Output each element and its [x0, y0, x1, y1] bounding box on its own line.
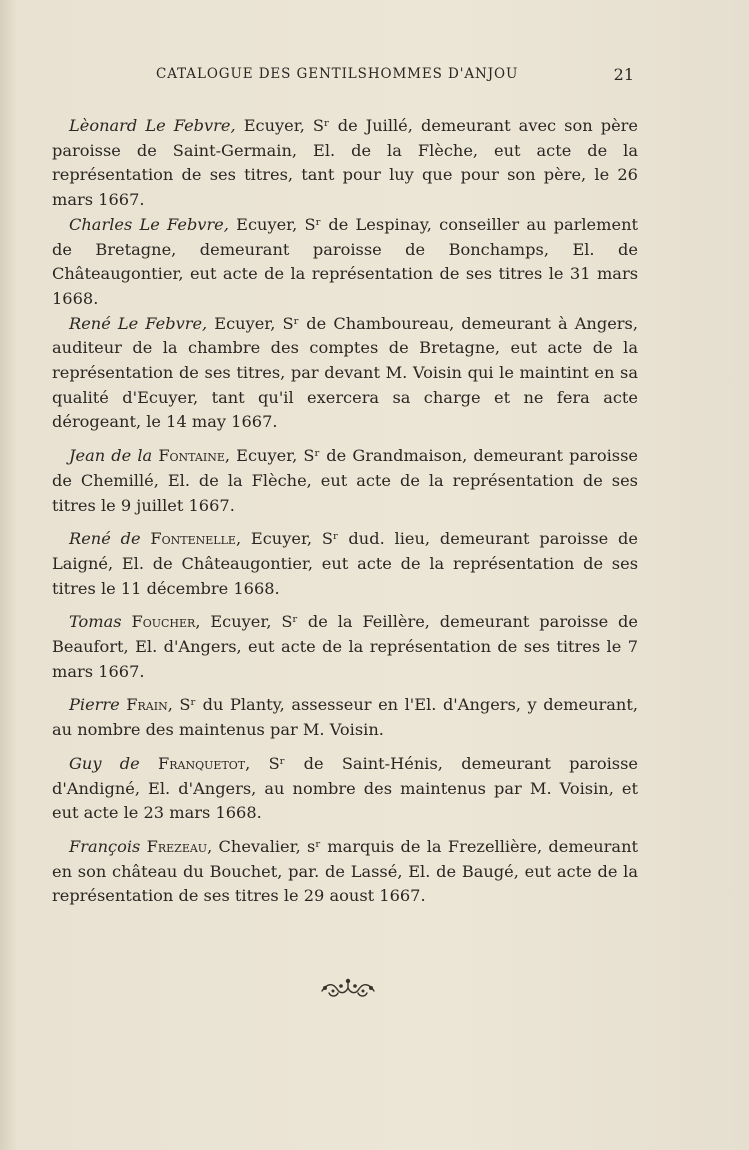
entry [52, 114, 638, 213]
entry-surname: Frain [126, 695, 168, 715]
entry-text: , Sʳ du Planty, assesseur en l'El. d'Angers, y demeurant, au nombre des maintenus par M. Voisin. [52, 695, 638, 740]
entry-surname: Foucher [131, 612, 196, 632]
entry-text: Ecuyer, Sʳ de Juillé, demeurant avec son père paroisse de Saint-Germain, El. de la Flèche, eut acte de la représentation de ses titres, tant pour luy que pour son père, le 26 mars 1667. [52, 116, 638, 210]
entries-list [52, 114, 638, 909]
entry-surname: Franquetot [158, 753, 246, 773]
entry-given-name: René de [69, 529, 151, 549]
entry-text: , Chevalier, sʳ marquis de la Frezellière, demeurant en son château du Bouchet, par. de Lassé, El. de Baugé, eut acte de la représentation de ses titres le 29 aoust 1667. [52, 836, 638, 906]
fleuron-ornament-icon [319, 978, 377, 1000]
entry-given-name: Guy de [69, 753, 159, 773]
entry [52, 213, 638, 312]
entry-given-name: Tomas [69, 612, 132, 632]
entry [52, 527, 638, 601]
entry [52, 835, 638, 909]
entry-given-name: René Le Febvre, [69, 313, 208, 333]
entry-text: , Ecuyer, Sʳ de la Feillère, demeurant paroisse de Beaufort, El. d'Angers, eut acte de la représentation de ses titres le 7 mars 1667. [52, 612, 638, 681]
entry-given-name: Charles Le Febvre, [69, 214, 229, 234]
entry-given-name: Pierre [69, 695, 127, 715]
running-header [156, 66, 634, 90]
entry [52, 693, 638, 742]
entry-text: Ecuyer, Sʳ de Lespinay, conseiller au parlement de Bretagne, demeurant paroisse de Bonchamps, El. de Châteaugontier, eut acte de la représentation de ses titres le 31 mars 1668. [52, 214, 638, 308]
running-title: CATALOGUE DES GENTILSHOMMES D'ANJOU [156, 66, 519, 82]
entry-surname: Fontenelle [150, 529, 236, 549]
entry-text: , Sʳ de Saint-Hénis, demeurant paroisse d'Andigné, El. d'Angers, au nombre des maintenus par M. Voisin, et eut acte le 23 mars 1668. [52, 753, 638, 823]
entry [52, 312, 638, 436]
entry-text: , Ecuyer, Sʳ dud. lieu, demeurant paroisse de Laigné, El. de Châteaugontier, eut acte de la représentation de ses titres le 11 décembre 1668. [52, 529, 638, 598]
entry [52, 444, 638, 518]
entry-surname: Fontaine [158, 446, 225, 466]
entry-surname: Frezeau [146, 836, 208, 856]
entry-given-name: François [69, 836, 147, 856]
page-number: 21 [613, 65, 634, 84]
entry-given-name: Lèonard Le Febvre, [69, 116, 236, 135]
entry-given-name: Jean de la [69, 446, 159, 466]
entry [52, 752, 638, 826]
entry-text: , Ecuyer, Sʳ de Grandmaison, demeurant paroisse de Chemillé, El. de la Flèche, eut acte de la représentation de ses titres le 9 juillet 1667. [52, 446, 638, 515]
entry-text: Ecuyer, Sʳ de Chamboureau, demeurant à Angers, auditeur de la chambre des comptes de Bretagne, eut acte de la représentation de ses titres, par devant M. Voisin qui le maintint en sa qualité d'Ecuyer, tant qu'il exercera sa charge et ne fera acte dérogeant, le 14 may 1667. [52, 313, 638, 432]
entry [52, 610, 638, 684]
